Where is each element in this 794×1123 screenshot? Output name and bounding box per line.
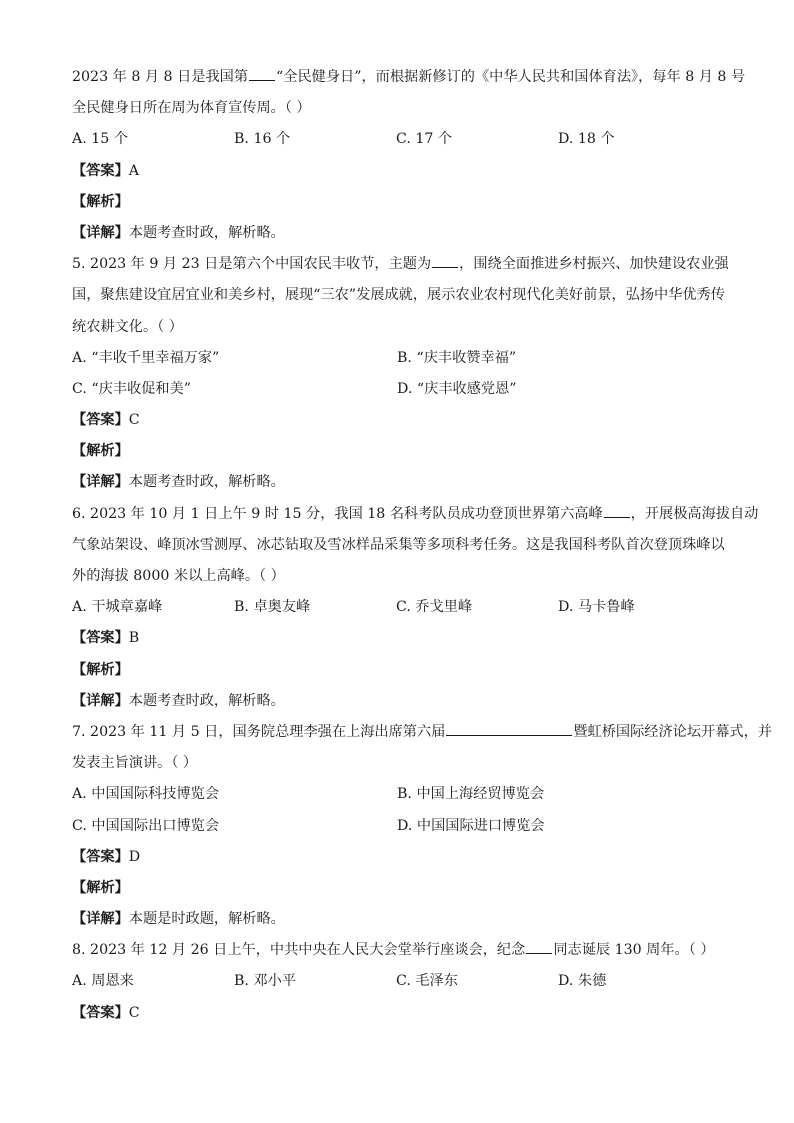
answer-line [72,623,722,654]
options-row [72,592,722,623]
question-stem-line [72,499,759,530]
question-4 [72,62,746,249]
detail-text: 本题考查时政，解析略。 [128,474,285,491]
option-c: C. “庆丰收促和美” [72,380,192,397]
stem-text: “全民健身日”，而根据新修订的《中华人民共和国体育法》，每年 8 月 8 号 [276,69,746,85]
answer-blank [526,939,552,954]
stem-text: 暨虹桥国际经济论坛开幕式，并 [573,723,772,740]
question-stem-line: 外的海拔 8000 米以上高峰。（ ） [72,568,285,584]
question-stem-line: 发表主旨演讲。（ ） [72,755,198,772]
answer-label: 【答案】 [72,630,129,647]
answer-blank [604,503,630,518]
stem-text: 同志诞辰 130 周年。（ ） [553,942,715,959]
detail-text: 本题考查时政，解析略。 [128,692,285,709]
question-5 [72,249,729,499]
option-b: B. 16 个 [234,131,291,148]
question-stem-line: 统农耕文化。（ ） [72,318,183,335]
answer-line [72,998,722,1029]
analysis-label: 【解析】 [72,661,129,678]
question-stem-line [72,935,722,966]
option-d: D. “庆丰收感党恩” [397,380,517,397]
option-a: A. 干城章嘉峰 [72,599,163,616]
analysis-label: 【解析】 [72,443,129,460]
question-stem-line: 国，聚焦建设宜居宜业和美乡村，展现“三农”发展成就，展示农业农村现代化美好前景，弘扬中华优秀传 [72,287,725,304]
option-b: B. 卓奥友峰 [234,599,311,616]
question-stem-line [72,249,729,280]
option-a: A. 中国国际科技博览会 [72,786,219,803]
answer-value: C [128,412,140,429]
detail-line [72,467,722,498]
answer-blank [249,66,275,81]
option-c: C. 中国国际出口博览会 [72,817,220,834]
question-6 [72,499,759,717]
options-row [72,966,722,997]
answer-label: 【答案】 [72,1004,129,1021]
option-a: A. 周恩来 [72,973,134,990]
option-b: B. “庆丰收赞幸福” [397,349,517,366]
question-stem-line [72,62,746,93]
option-c: C. 乔戈里峰 [396,599,473,616]
option-a: A. 15 个 [72,131,129,148]
option-b: B. 邓小平 [234,973,297,990]
analysis-label: 【解析】 [72,193,129,210]
analysis-label: 【解析】 [72,879,129,896]
question-stem-line: 全民健身日所在周为体育宣传周。（ ） [72,100,311,117]
options-row [72,374,722,405]
answer-label: 【答案】 [72,162,129,179]
answer-value: A [128,162,140,179]
detail-label: 【详解】 [72,474,129,491]
answer-label: 【答案】 [72,412,129,429]
stem-text: 5. 2023 年 9 月 23 日是第六个中国农民丰收节，主题为 [72,256,432,273]
detail-label: 【详解】 [72,911,129,928]
option-c: C. 毛泽东 [396,973,458,990]
question-7 [72,717,772,935]
detail-label: 【详解】 [72,692,129,709]
answer-blank [446,721,572,736]
answer-value: D [128,848,141,865]
stem-text: ，围绕全面推进乡村振兴、加快建设农业强 [459,256,729,273]
document-page [72,62,772,1029]
answer-blank [432,253,458,268]
options-row [72,811,722,842]
detail-text: 本题考查时政，解析略。 [128,224,285,241]
answer-label: 【答案】 [72,848,129,865]
stem-text: 8. 2023 年 12 月 26 日上午，中共中央在人民大会堂举行座谈会，纪念 [72,942,526,959]
detail-text: 本题是时政题，解析略。 [128,911,285,928]
detail-label: 【详解】 [72,224,129,241]
stem-text: 7. 2023 年 11 月 5 日，国务院总理李强在上海出席第六届 [72,723,446,740]
stem-text: 2023 年 8 月 8 日是我国第 [72,69,249,85]
answer-value: C [128,1004,140,1021]
answer-line [72,405,722,436]
stem-text: ，开展极高海拔自动 [630,505,759,522]
answer-line [72,842,722,873]
option-d: D. 朱德 [558,973,607,990]
answer-line [72,156,722,187]
detail-line [72,904,722,935]
detail-line [72,218,722,249]
option-b: B. 中国上海经贸博览会 [397,786,545,803]
option-d: D. 中国国际进口博览会 [397,817,545,834]
option-d: D. 马卡鲁峰 [558,599,635,616]
options-row [72,343,722,374]
answer-value: B [128,630,140,647]
option-d: D. 18 个 [558,131,615,148]
options-row [72,779,722,810]
question-stem-line [72,717,772,748]
detail-line [72,686,722,717]
stem-text: 6. 2023 年 10 月 1 日上午 9 时 15 分，我国 18 名科考队员成功登顶世界第六高峰 [72,505,603,522]
option-c: C. 17 个 [396,131,453,148]
option-a: A. “丰收千里幸福万家” [72,349,220,366]
question-8 [72,935,722,1029]
question-stem-line: 气象站架设、峰顶冰雪测厚、冰芯钻取及雪冰样品采集等多项科考任务。这是我国科考队首次登顶珠峰以 [72,536,725,553]
options-row [72,124,722,155]
